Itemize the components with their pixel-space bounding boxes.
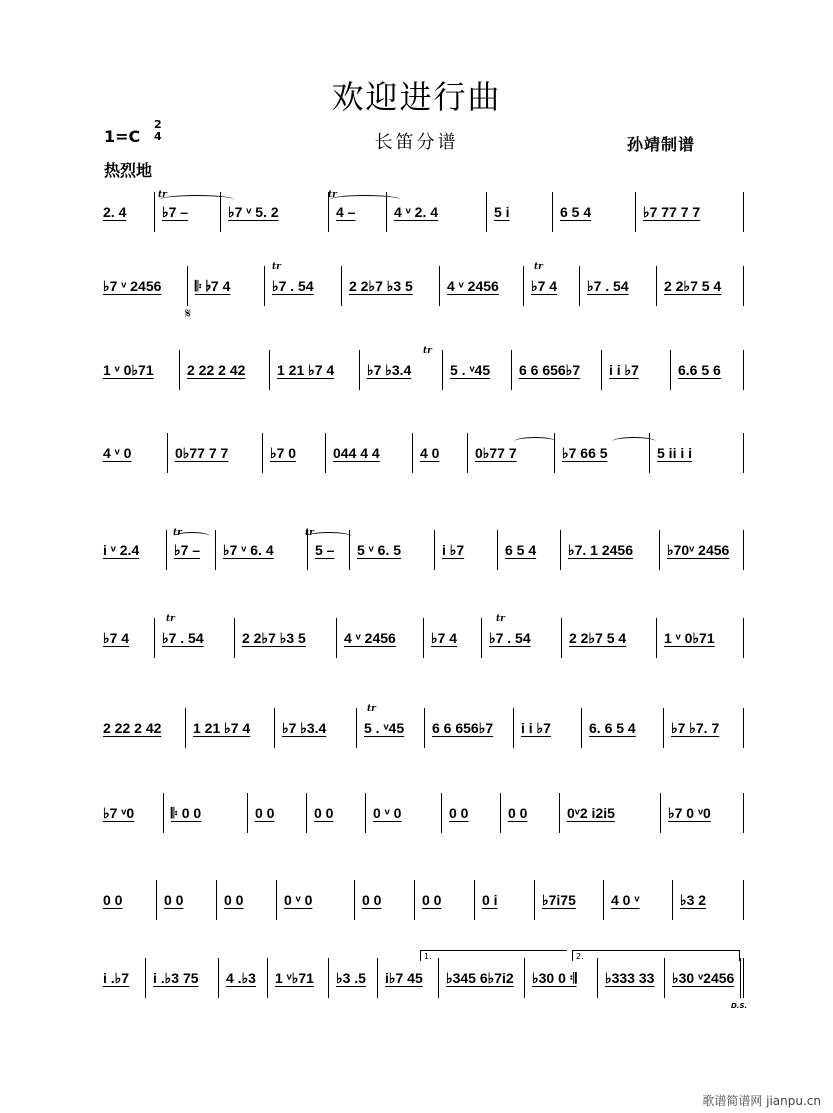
- measure: [156, 880, 216, 920]
- measure-notes: ♭7 ᵛ 5. 2: [228, 203, 279, 220]
- measure-notes: 6.6 5 6: [678, 362, 721, 378]
- measure: [438, 958, 524, 998]
- measure: [597, 958, 664, 998]
- measure: [96, 192, 154, 232]
- measure: [267, 958, 328, 998]
- measure-notes: ♭7. 1 2456: [568, 541, 633, 558]
- measure-notes: 2. 4: [103, 204, 127, 220]
- measure-notes: 2 2♭7 5 4: [569, 629, 627, 646]
- measure-notes: ♭7 ᵛ 2456: [103, 277, 162, 294]
- measure-notes: ♭3 2: [680, 891, 707, 908]
- measure-notes: ♭7 66 5: [562, 444, 608, 461]
- measure-notes: i .♭7: [103, 969, 130, 986]
- measure-notes: i ᵛ 2.4: [103, 542, 140, 558]
- measure: [96, 350, 179, 390]
- measure-notes: i ♭7: [442, 541, 465, 558]
- measure-notes: 0 0: [449, 805, 469, 821]
- measure: [185, 708, 274, 748]
- tempo-marking: 热烈地: [104, 161, 153, 180]
- measure: [442, 350, 511, 390]
- volta-label: 2.: [576, 952, 584, 961]
- measure-notes: 0 ᵛ 0: [284, 892, 313, 908]
- measure-notes: 4 ᵛ 2456: [344, 630, 396, 646]
- measure: [377, 958, 438, 998]
- slur-mark: [174, 532, 210, 541]
- measure: [328, 958, 377, 998]
- measure: [163, 793, 247, 833]
- measure-notes: 5 . ᵛ45: [364, 720, 405, 736]
- measure-notes: ♭7 –: [162, 203, 189, 220]
- measure: [481, 618, 561, 658]
- score-row: [96, 793, 744, 833]
- trill-mark: tr: [328, 190, 337, 200]
- measure-notes: 0 0: [314, 805, 334, 821]
- measure: [500, 793, 559, 833]
- measure: [187, 266, 264, 306]
- measure-notes: 0ᵛ2 i2i5: [567, 805, 615, 821]
- measure: [552, 192, 635, 232]
- measure: [656, 618, 744, 658]
- measure: [154, 618, 234, 658]
- measure-notes: 4 ᵛ 2456: [447, 278, 499, 294]
- measure: [336, 618, 423, 658]
- slur-mark: [514, 437, 556, 446]
- measure-notes: 1 ᵛ 0♭71: [103, 361, 154, 378]
- site-watermark: 歌谱简谱网 jianpu.cn: [702, 1094, 821, 1108]
- slur-mark: [330, 195, 400, 204]
- measure-notes: ♭7 –: [174, 541, 201, 558]
- measure: [635, 192, 744, 232]
- measure-notes: ♭3 .5: [336, 969, 366, 986]
- measure-notes: ♭30 0 𝄇: [532, 969, 577, 986]
- measure: [215, 530, 307, 570]
- measure: [365, 793, 441, 833]
- measure-notes: 0 0: [362, 892, 382, 908]
- measure: [359, 350, 442, 390]
- measure-notes: 4 .♭3: [226, 969, 256, 986]
- measure: [220, 192, 328, 232]
- dal-segno-mark: D.S.: [731, 1002, 748, 1010]
- measure-notes: ♭7 4: [103, 629, 130, 646]
- measure-notes: 0 0: [508, 805, 528, 821]
- measure-notes: i i ♭7: [521, 719, 551, 736]
- measure-notes: ♭7 . 54: [587, 277, 629, 294]
- measure-notes: 2 2♭7 ♭3 5: [349, 277, 413, 294]
- measure-notes: 044 4 4: [333, 445, 380, 461]
- measure: [96, 530, 166, 570]
- measure: [559, 793, 660, 833]
- measure-notes: 1 ᵛ♭71: [275, 969, 314, 986]
- measure-notes: 5 i: [494, 204, 510, 220]
- trill-mark: tr: [158, 190, 167, 200]
- measure-notes: 𝄆 ♭7 4: [195, 277, 231, 294]
- measure-notes: ♭7 ♭7. 7: [671, 719, 720, 736]
- measure: [434, 530, 497, 570]
- score-row: [96, 708, 744, 748]
- measure: [216, 880, 276, 920]
- measure: [672, 880, 744, 920]
- measure: [262, 433, 325, 473]
- score-row: [96, 618, 744, 658]
- measure: [656, 266, 744, 306]
- measure: [356, 708, 424, 748]
- measure-notes: i .♭3 75: [153, 969, 199, 986]
- measure-notes: 0♭77 7 7: [175, 444, 229, 461]
- score-row: [96, 266, 744, 306]
- measure-notes: 0 0: [255, 805, 275, 821]
- measure-notes: 4 ᵛ 0: [103, 445, 132, 461]
- slur-mark: [306, 532, 352, 541]
- measure-notes: ♭7 . 54: [162, 629, 204, 646]
- measure-notes: ♭7 77 7 7: [643, 203, 701, 220]
- measure: [306, 793, 365, 833]
- measure: [513, 708, 581, 748]
- trill-mark: tr: [166, 614, 175, 624]
- measure-notes: 0 0: [224, 892, 244, 908]
- slur-mark: [160, 195, 234, 204]
- segno-sign: 𝄋: [185, 306, 192, 322]
- measure: [247, 793, 306, 833]
- measure-notes: 1 21 ♭7 4: [277, 361, 335, 378]
- measure-notes: 5 ᵛ 6. 5: [357, 542, 402, 558]
- score-row: [96, 350, 744, 390]
- measure: [276, 880, 354, 920]
- measure: [234, 618, 336, 658]
- measure: [579, 266, 656, 306]
- measure: [412, 433, 467, 473]
- measure-notes: 6 6 656♭7: [519, 361, 581, 378]
- volta-label: 1.: [424, 952, 432, 961]
- measure-notes: 2 22 2 42: [187, 362, 246, 378]
- part-name: 长笛分谱: [374, 132, 459, 153]
- measure-notes: 4 –: [336, 204, 356, 220]
- trill-mark: tr: [367, 704, 376, 714]
- volta-first-ending: [420, 950, 567, 961]
- slur-mark: [612, 437, 656, 446]
- measure-notes: 1 ᵛ 0♭71: [664, 629, 715, 646]
- measure: [264, 266, 341, 306]
- measure: [96, 266, 187, 306]
- measure: [96, 958, 145, 998]
- measure-notes: ♭7 0 ᵛ0: [668, 804, 711, 821]
- measure-notes: ♭70ᵛ 2456: [667, 541, 730, 558]
- measure: [96, 433, 167, 473]
- trill-mark: tr: [534, 262, 543, 272]
- measure-notes: ♭345 6♭7i2: [446, 969, 514, 986]
- score-title: 欢迎进行曲: [331, 78, 502, 116]
- trill-mark: tr: [496, 614, 505, 624]
- measure-notes: 4 0 ᵛ: [611, 892, 640, 908]
- measure-notes: ♭7 . 54: [272, 277, 314, 294]
- measure-notes: ♭7 . 54: [489, 629, 531, 646]
- measure-notes: ♭7 4: [431, 629, 458, 646]
- trill-mark: tr: [272, 262, 281, 272]
- measure-notes: 5 . ᵛ45: [450, 362, 491, 378]
- meter-top: 2: [154, 118, 162, 131]
- measure-notes: 5 –: [315, 542, 335, 558]
- measure: [179, 350, 269, 390]
- measure: [269, 350, 359, 390]
- measure: [601, 350, 670, 390]
- measure-notes: ♭7 ᵛ0: [103, 804, 135, 821]
- measure: [649, 433, 744, 473]
- measure: [603, 880, 672, 920]
- measure-notes: 2 2♭7 5 4: [664, 277, 722, 294]
- meter-bottom: 4: [154, 130, 162, 143]
- measure: [524, 958, 597, 998]
- measure: [424, 708, 513, 748]
- measure-notes: 5 ii i i: [657, 445, 693, 461]
- measure: [349, 530, 434, 570]
- measure-notes: 𝄆 0 0: [171, 804, 202, 821]
- score-row: [96, 880, 744, 920]
- measure: [414, 880, 474, 920]
- measure: [534, 880, 603, 920]
- trill-mark: tr: [305, 528, 314, 538]
- measure: [96, 618, 154, 658]
- measure-notes: i i ♭7: [609, 361, 639, 378]
- measure: [511, 350, 601, 390]
- trill-mark: tr: [173, 528, 182, 538]
- measure: [354, 880, 414, 920]
- measure-notes: 6. 6 5 4: [589, 720, 636, 736]
- measure: [96, 708, 185, 748]
- measure: [96, 880, 156, 920]
- measure: [96, 793, 163, 833]
- measure-notes: 0 0: [103, 892, 123, 908]
- measure: [145, 958, 218, 998]
- measure-notes: ♭7 4: [531, 277, 558, 294]
- measure: [325, 433, 412, 473]
- measure-notes: ♭333 33: [605, 969, 655, 986]
- measure-notes: ♭7 ♭3.4: [367, 361, 412, 378]
- measure: [659, 530, 744, 570]
- measure-notes: ♭7 ♭3.4: [282, 719, 327, 736]
- measure: [439, 266, 523, 306]
- measure-notes: ♭7i75: [542, 891, 576, 908]
- measure-notes: 4 ᵛ 2. 4: [394, 204, 439, 220]
- score-row: [96, 958, 744, 998]
- measure: [560, 530, 659, 570]
- measure-notes: 2 22 2 42: [103, 720, 162, 736]
- measure-notes: 0 i: [482, 892, 498, 908]
- measure: [441, 793, 500, 833]
- measure: [274, 708, 356, 748]
- measure-notes: 1 21 ♭7 4: [193, 719, 251, 736]
- arranger-credit: 孙靖制谱: [627, 135, 696, 154]
- volta-second-ending: [572, 950, 740, 961]
- measure-notes: 0 0: [422, 892, 442, 908]
- measure: [218, 958, 267, 998]
- measure-notes: i♭7 45: [385, 969, 423, 986]
- measure-notes: 0 0: [164, 892, 184, 908]
- measure-notes: ♭7 0: [270, 444, 297, 461]
- measure: [486, 192, 552, 232]
- measure-notes: 6 5 4: [505, 542, 537, 558]
- measure-notes: 2 2♭7 ♭3 5: [242, 629, 306, 646]
- measure: [386, 192, 486, 232]
- measure: [663, 708, 744, 748]
- measure: [581, 708, 663, 748]
- key-signature: 1=C: [104, 127, 141, 146]
- measure: [664, 958, 744, 998]
- measure-notes: 6 6 656♭7: [432, 719, 494, 736]
- measure: [167, 433, 262, 473]
- measure: [670, 350, 744, 390]
- measure: [523, 266, 579, 306]
- measure: [474, 880, 534, 920]
- measure: [497, 530, 560, 570]
- measure: [660, 793, 744, 833]
- measure-notes: 0 ᵛ 0: [373, 805, 402, 821]
- measure-notes: ♭7 ᵛ 6. 4: [223, 541, 274, 558]
- measure-notes: 4 0: [420, 445, 440, 461]
- measure: [561, 618, 656, 658]
- measure: [341, 266, 439, 306]
- measure-notes: 6 5 4: [560, 204, 592, 220]
- measure: [423, 618, 481, 658]
- trill-mark: tr: [423, 346, 432, 356]
- measure-notes: ♭30 ᵛ2456: [672, 969, 735, 986]
- measure-notes: 0♭77 7: [475, 444, 517, 461]
